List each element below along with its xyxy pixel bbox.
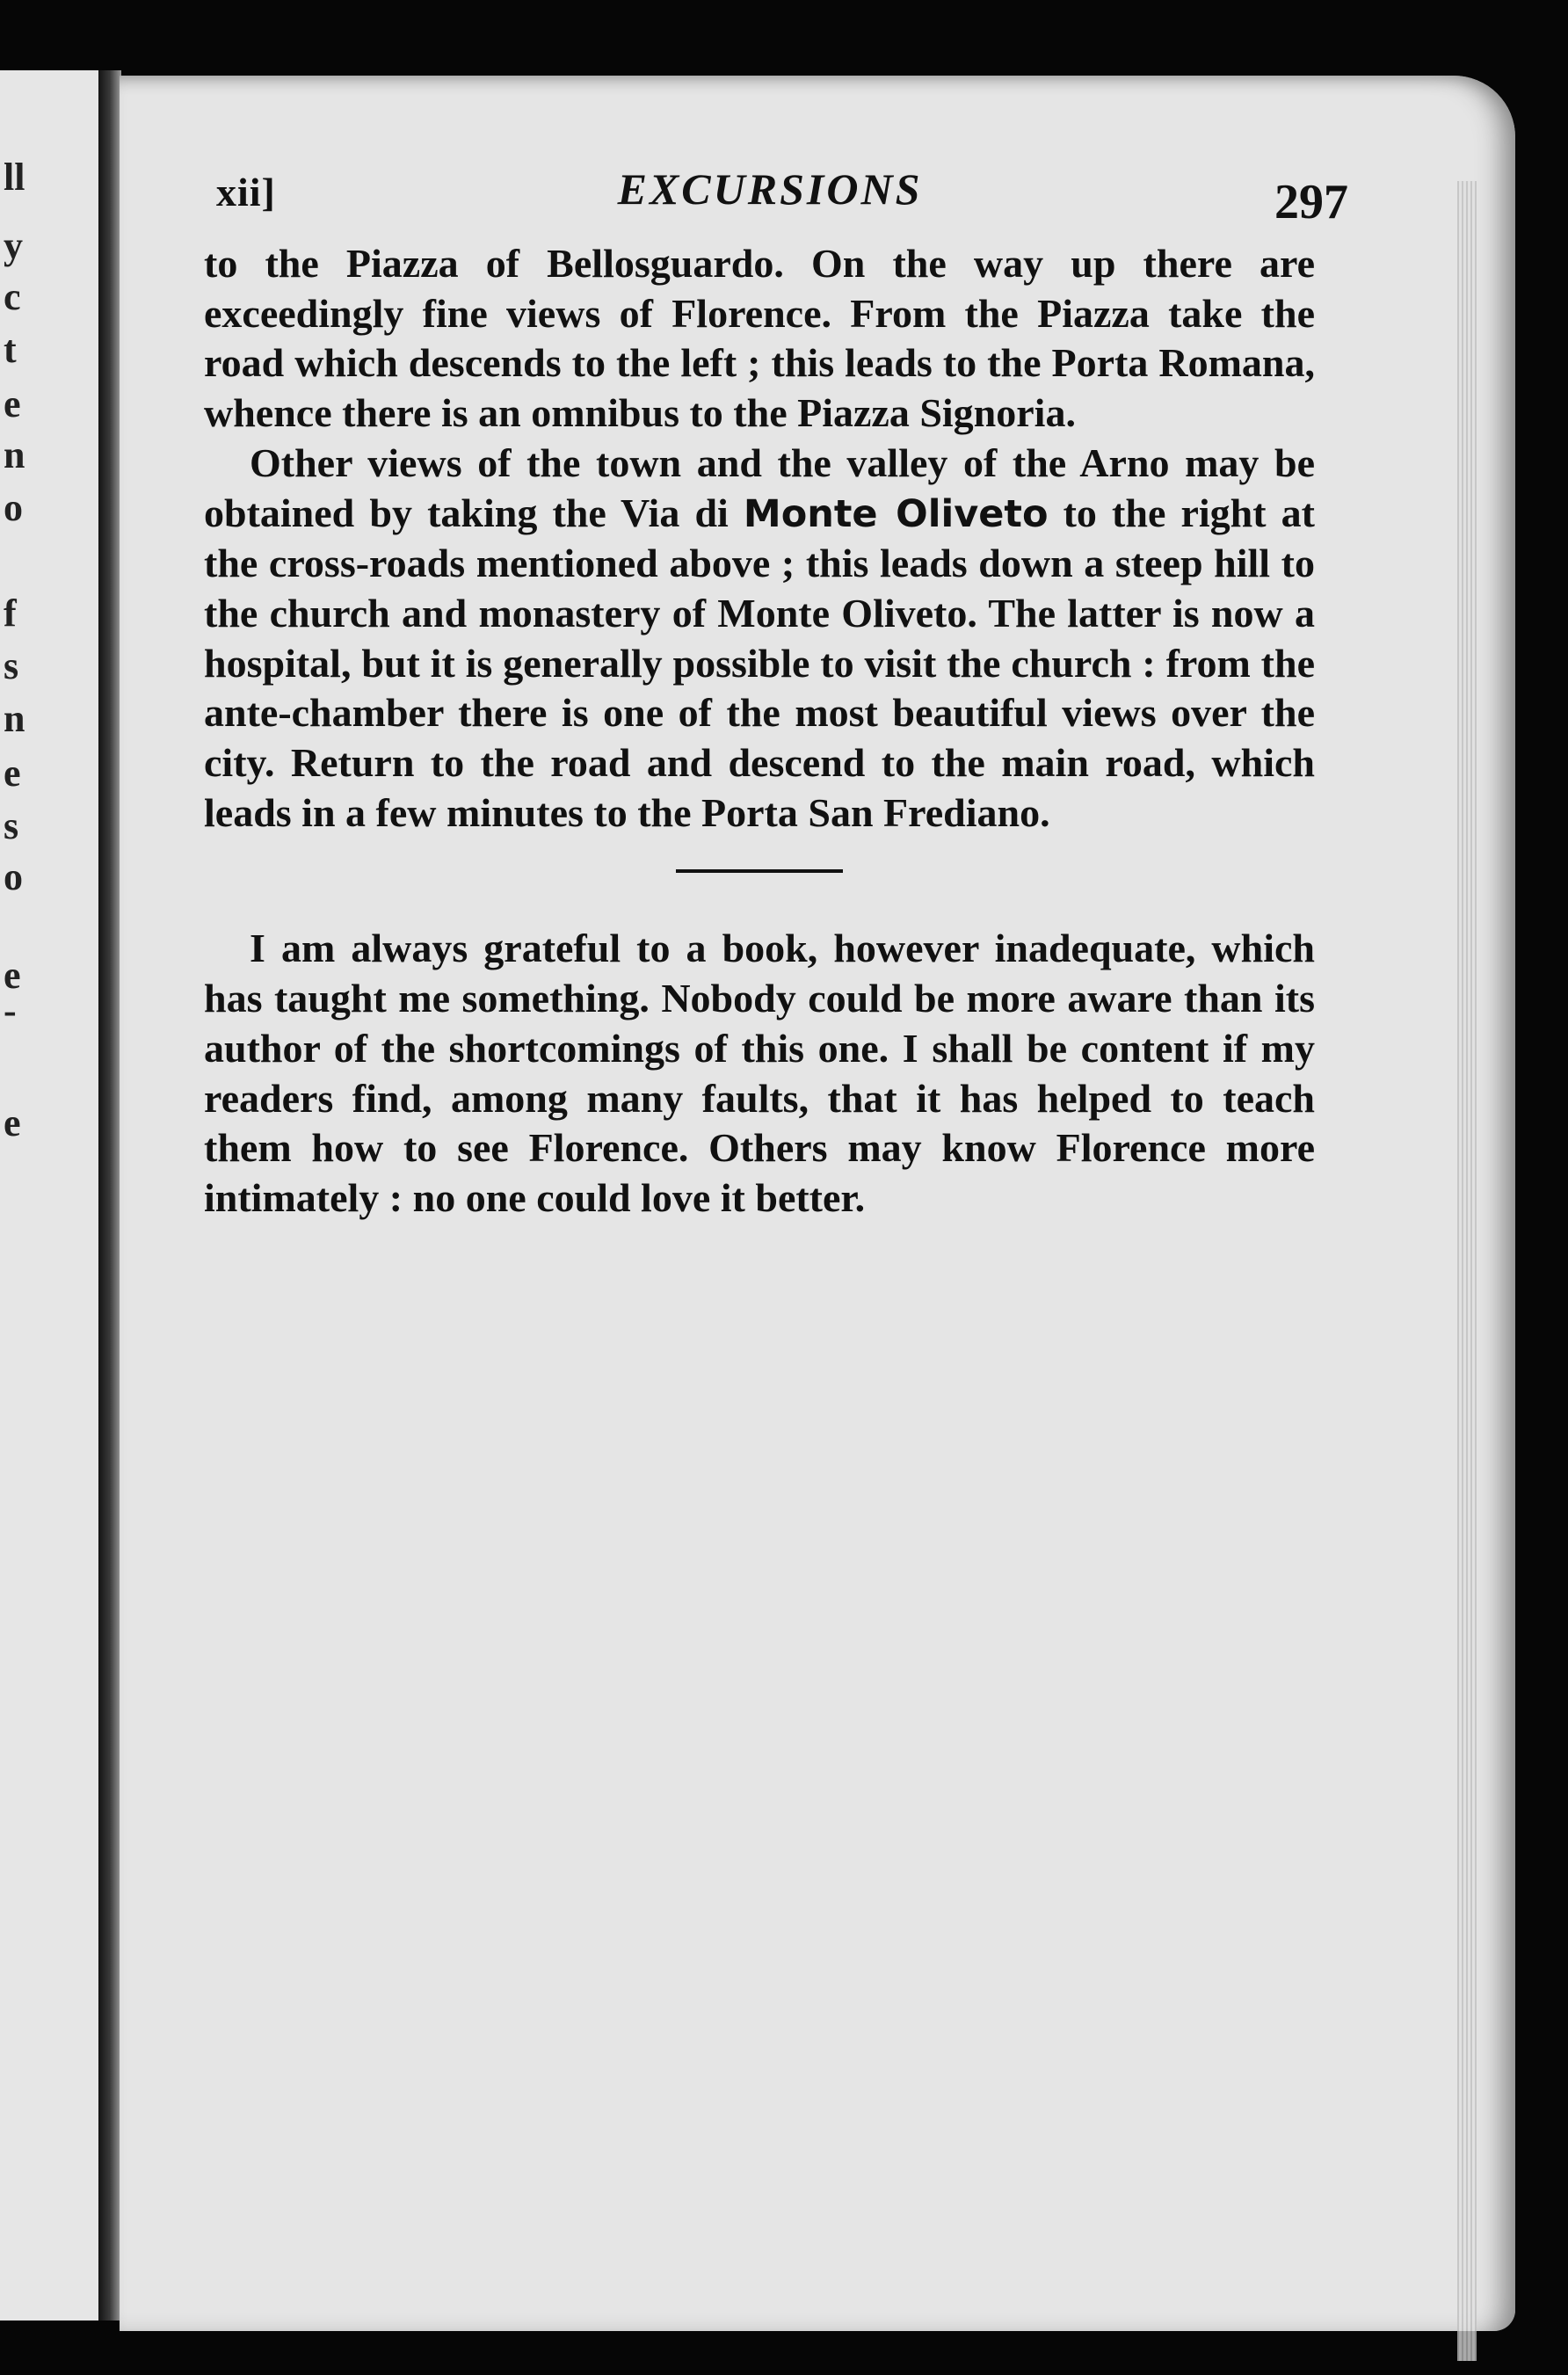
closing-paragraph: I am always grateful to a book, however inadequate, which has taught me something. Nobody could be more aware than its author of the shortcomings of this one. I shall be content if my readers find, among many faults, that it has helped to teach them how to see Florence. Others may know Florence more intimately : no one could love it better. [204, 926, 1315, 1220]
place-name-bold: Monte Oliveto [743, 491, 1049, 536]
page-edge-texture [1457, 181, 1477, 2361]
paragraph-text: to the right at the cross-roads mentioned above ; this leads down a steep hill to the church and monastery of Monte Oliveto. The latter is now a hospital, but it is generally possible to visit the church : from the ante-chamber there is one of the most beautiful views over the city. Return to the road and descend to the main road, which leads in a few minutes to the Porta San Frediano. [204, 490, 1315, 835]
prev-page-fragment: s [4, 644, 19, 687]
page-number: 297 [1274, 175, 1348, 229]
prev-page-fragment: - [4, 989, 17, 1032]
section-divider [676, 869, 843, 873]
prev-page-fragment: n [4, 433, 25, 476]
prev-page-fragment: o [4, 486, 23, 529]
book-page [120, 76, 1515, 2331]
running-title: EXCURSIONS [617, 164, 923, 214]
previous-page-edge [0, 70, 105, 2321]
prev-page-fragment: y [4, 224, 23, 267]
prev-page-fragment: e [4, 752, 21, 795]
paragraph-continuation: to the Piazza of Bellosguardo. On the way up there are exceedingly fine views of Florence. From the Piazza take the road which descends to the left ; this leads to the Porta Romana, whence there is an omnibus to the Piazza Signoria. [204, 241, 1315, 436]
page-header [216, 160, 1348, 230]
prev-page-fragment: c [4, 275, 21, 318]
paragraph-monte-oliveto [204, 439, 1315, 839]
paragraph-text: Other views of the town and the valley of the Arno may be obtained by taking the Via di [204, 439, 1315, 535]
prev-page-fragment: e [4, 954, 21, 997]
book-gutter [98, 70, 121, 2321]
prev-page-fragment: t [4, 328, 17, 371]
prev-page-fragment: o [4, 855, 23, 898]
prev-page-fragment: f [4, 592, 17, 635]
prev-page-fragment: ll [4, 156, 25, 199]
prev-page-fragment: e [4, 1101, 21, 1144]
chapter-marker: xii] [216, 170, 276, 214]
page-body [204, 239, 1315, 1224]
prev-page-fragment: n [4, 697, 25, 740]
prev-page-fragment: s [4, 804, 19, 847]
prev-page-fragment: e [4, 382, 21, 425]
